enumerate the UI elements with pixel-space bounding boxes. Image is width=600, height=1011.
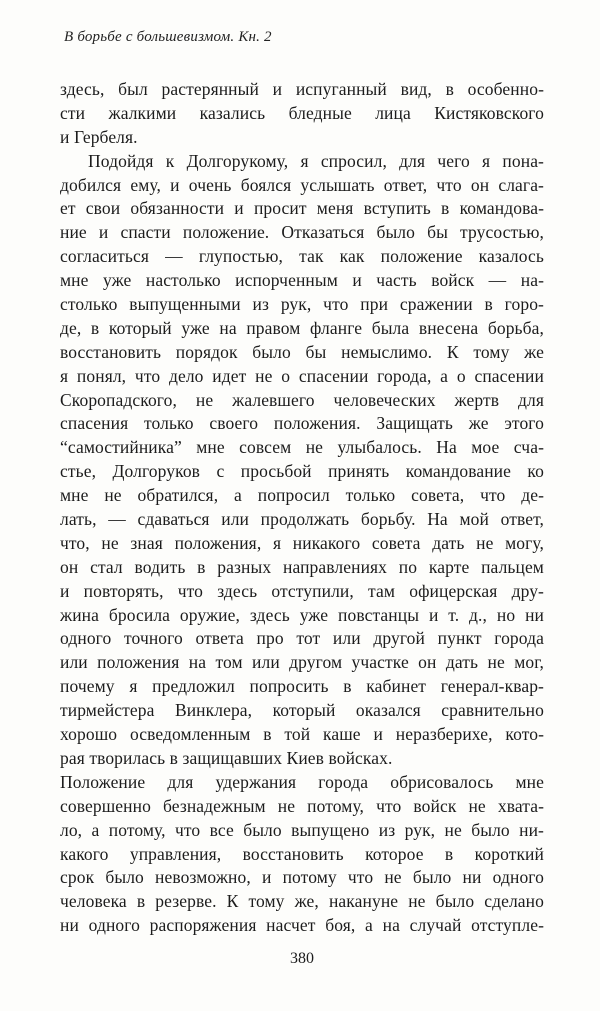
- text-line: мне уже настолько испорченным и часть войск — на-: [60, 270, 544, 291]
- text-line: Подойдя к Долгорукому, я спросил, для чего я пона-: [88, 150, 544, 171]
- text-line: какого управления, восстановить которое в короткий: [60, 843, 544, 864]
- text-line: рая творилась в защищавших Киев войсках.: [60, 747, 393, 768]
- text-line: ние и спасти положение. Отказаться было бы трусостью,: [60, 222, 544, 243]
- running-head: В борьбе с большевизмом. Кн. 2: [64, 29, 272, 45]
- text-line: я понял, что дело идет не о спасении города, а о спасении: [60, 365, 544, 386]
- text-line: добился ему, и очень боялся услышать ответ, что он слага-: [60, 174, 544, 195]
- text-line: “самостийника” мне совсем не улыбалось. На мое сча-: [60, 437, 544, 458]
- text-line: восстановить порядок было бы немыслимо. К тому же: [60, 341, 544, 362]
- text-line: одного точного ответа про тот или другой пункт города: [60, 628, 544, 649]
- text-line: де, в который уже на правом фланге была внесена борьба,: [60, 317, 544, 338]
- text-line: здесь, был растерянный и испуганный вид, в особенно-: [60, 79, 544, 99]
- text-line: стье, Долгоруков с просьбой принять командование ко: [60, 461, 544, 482]
- text-line: что, не зная положения, я никакого совета дать не могу,: [60, 532, 544, 553]
- text-line: столько выпущенными из рук, что при сражении в горо-: [60, 294, 544, 315]
- text-line: мне не обратился, а попросил только совета, что де-: [60, 485, 544, 506]
- text-line: Скоропадского, не жалевшего человеческих жертв для: [60, 389, 544, 410]
- text-line: ло, а потому, что все было выпущено из рук, не было ни-: [60, 819, 544, 840]
- text-line: и Гербеля.: [60, 126, 138, 147]
- text-line: Положение для удержания города обрисовалось мне: [60, 771, 544, 792]
- text-line: лать, — сдаваться или продолжать борьбу. На мой ответ,: [60, 509, 544, 530]
- text-line: спасения только своего положения. Защищать же этого: [60, 413, 544, 434]
- page-number: 380: [290, 950, 314, 967]
- text-line: ет свои обязанности и просит меня вступить в командова-: [60, 198, 544, 219]
- text-line: хорошо осведомленным в той каше и неразберихе, кото-: [60, 724, 544, 745]
- text-line: тирмейстера Винклера, который оказался сравнительно: [60, 700, 544, 721]
- text-block: [60, 78, 544, 938]
- text-line: согласиться — глупостью, так как положение казалось: [60, 246, 544, 267]
- text-line: он стал водить в разных направлениях по карте пальцем: [60, 556, 544, 577]
- text-line: ни одного распоряжения насчет боя, а на случай отступле-: [60, 915, 544, 936]
- text-line: сти жалкими казались бледные лица Кистяковского: [60, 102, 544, 123]
- text-line: или положения на том или другом участке он дать не мог,: [60, 652, 544, 673]
- text-line: человека в резерве. К тому же, накануне не было сделано: [60, 891, 544, 912]
- text-line: и повторять, что здесь отступили, там офицерская дру-: [60, 580, 544, 601]
- text-line: совершенно безнадежным не потому, что войск не хвата-: [60, 795, 544, 816]
- text-line: срок было невозможно, и потому что не было ни одного: [60, 867, 544, 888]
- text-line: жина бросила оружие, здесь уже повстанцы и т. д., но ни: [60, 604, 544, 625]
- text-line: почему я предложил попросить в кабинет генерал-квар-: [60, 676, 544, 697]
